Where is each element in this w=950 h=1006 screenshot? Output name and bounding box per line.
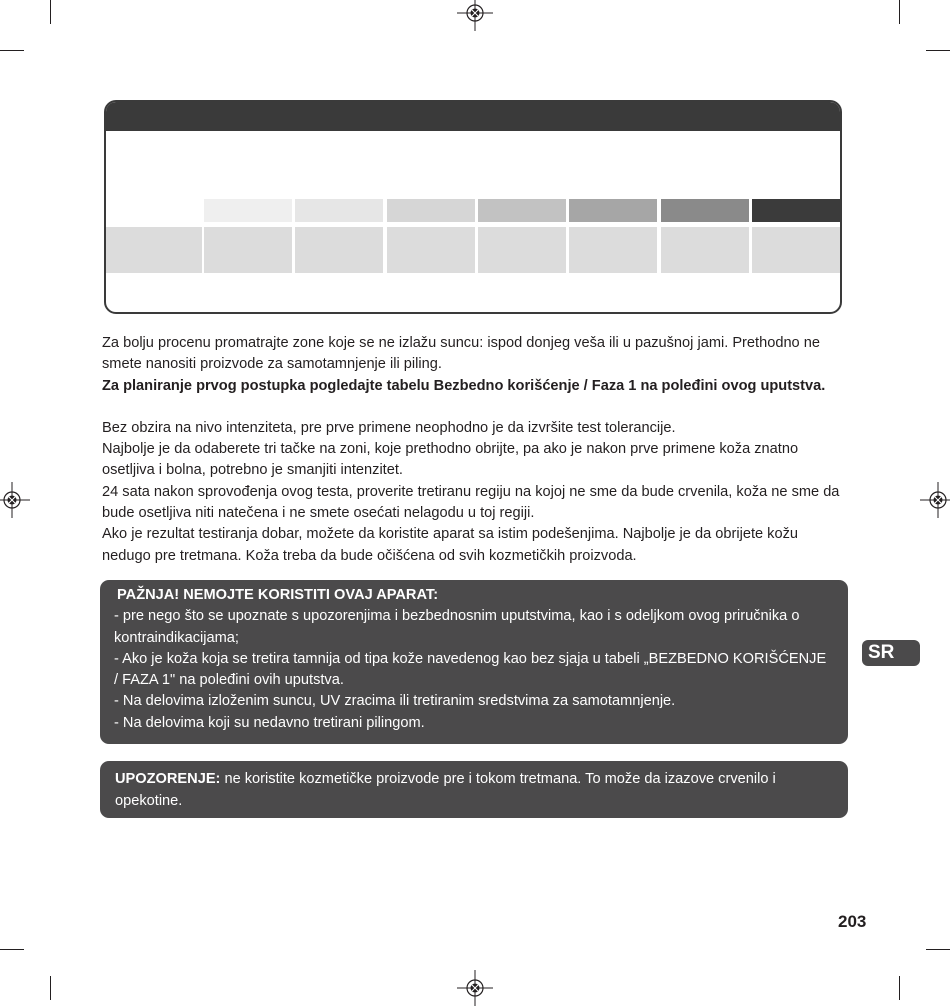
skin-tone-swatch <box>661 199 749 222</box>
row-label-cell <box>106 227 202 273</box>
crop-mark <box>899 0 900 24</box>
registration-mark-icon <box>457 970 493 1006</box>
skin-tone-swatch <box>752 199 840 222</box>
warning-item: - Na delovima koji su nedavno tretirani pilingom. <box>114 714 425 731</box>
instructions-text <box>102 333 850 567</box>
row-value-cell <box>752 227 840 273</box>
registration-mark-icon <box>920 482 950 518</box>
crop-mark <box>899 976 900 1000</box>
crop-mark <box>0 50 24 51</box>
row-value-cell <box>478 227 566 273</box>
skin-tone-table <box>104 100 842 314</box>
paragraph-bold: Za planiranje prvog postupka pogledajte tabelu Bezbedno korišćenje / Faza 1 na poleđini ovog uputstva. <box>102 377 826 394</box>
crop-mark <box>926 50 950 51</box>
row-value-cell <box>569 227 657 273</box>
caution-box <box>100 761 848 818</box>
table-header-bar <box>106 102 840 131</box>
row-value-cell <box>204 227 292 273</box>
warning-item: - pre nego što se upoznate s upozorenjima i bezbednosnim uputstvima, kao i s odeljkom ovog priručnika o kontraindikacijama; <box>114 608 800 646</box>
registration-mark-icon <box>0 482 30 518</box>
paragraph: Za bolju procenu promatrajte zone koje se ne izlažu suncu: ispod donjeg veša ili u pazušnoj jami. Prethodno ne smete nanositi proizvode za samotamnjenje ili piling. <box>102 335 820 373</box>
skin-tone-swatch <box>387 199 475 222</box>
row-value-cell <box>661 227 749 273</box>
page-number: 203 <box>838 912 867 931</box>
skin-tone-swatch <box>204 199 292 222</box>
paragraph: 24 sata nakon sprovođenja ovog testa, proverite tretiranu regiju na kojoj ne sme da bude crvenila, koža ne sme da bude osetljiva niti natečena i ne smete osećati nelagodu u toj regiji. <box>102 483 840 522</box>
warning-box <box>100 580 848 744</box>
caution-label: UPOZORENJE: <box>115 771 221 787</box>
warning-item: - Ako je koža koja se tretira tamnija od tipa kože navedenog kao bez sjaja u tabeli „BEZBEDNO KORIŠĆENJE / FAZA 1" na poleđini ovih uputstva. <box>114 650 827 689</box>
skin-tone-swatch <box>478 199 566 222</box>
crop-mark <box>926 949 950 950</box>
registration-mark-icon <box>457 0 493 31</box>
row-value-cell <box>295 227 383 273</box>
paragraph: Najbolje je da odaberete tri tačke na zoni, koje prethodno obrijte, pa ako je nakon prve primene koža znatno osetljiva i bolna, potrebno je smanjiti intenzitet. <box>102 441 799 479</box>
language-tab: SR <box>862 640 920 666</box>
crop-mark <box>50 0 51 24</box>
paragraph: Bez obzira na nivo intenziteta, pre prve primene neophodno je da izvršite test tolerancije. <box>102 419 676 436</box>
warning-title: PAŽNJA! NEMOJTE KORISTITI OVAJ APARAT: <box>117 587 439 603</box>
crop-mark <box>50 976 51 1000</box>
paragraph: Ako je rezultat testiranja dobar, možete da koristite aparat sa istim podešenjima. Najbolje je da obrijete kožu nedugo pre tretmana. Koža treba da bude očišćena od svih kozmetičkih proizvoda. <box>102 526 799 564</box>
skin-tone-swatch <box>569 199 657 222</box>
row-value-cell <box>387 227 475 273</box>
caution-text: ne koristite kozmetičke proizvode pre i tokom tretmana. To može da izazove crvenilo i opekotine. <box>115 771 776 809</box>
skin-tone-swatch <box>295 199 383 222</box>
warning-item: - Na delovima izloženim suncu, UV zracima ili tretiranim sredstvima za samotamnjenje. <box>114 693 676 710</box>
crop-mark <box>0 949 24 950</box>
